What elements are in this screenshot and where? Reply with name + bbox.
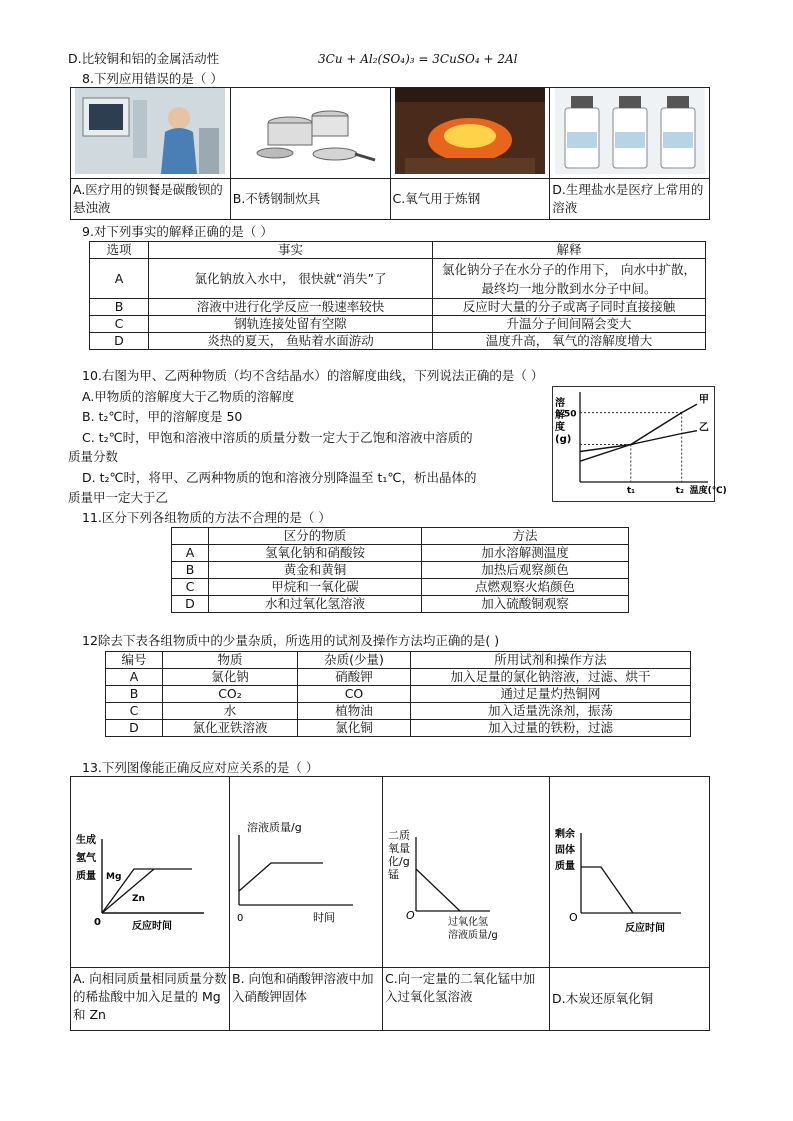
graph-d-ylabel-1: 剩余 bbox=[554, 829, 575, 840]
q13-option-c: C.向一定量的二氧化锰中加入过氧化氢溶液 bbox=[383, 968, 550, 1031]
q9-row-b-explain: 反应时大量的分子或离子同时直接接触 bbox=[433, 299, 706, 316]
graph-a-origin: 0 bbox=[94, 917, 101, 928]
graph-c-ylabel-1: 二质 bbox=[388, 829, 410, 842]
sol-xtick-t1: t₁ bbox=[626, 486, 636, 496]
cookware-photo-icon bbox=[235, 88, 385, 174]
graph-b-svg bbox=[231, 777, 381, 963]
graph-b-origin: 0 bbox=[237, 913, 244, 924]
q8-image-c bbox=[390, 88, 550, 179]
graph-d-svg bbox=[551, 777, 709, 963]
graph-a-svg bbox=[72, 777, 228, 963]
q12-header-id: 编号 bbox=[106, 652, 163, 669]
q11-row-a-opt: A bbox=[172, 545, 209, 562]
q12-row-b-opt: B bbox=[106, 686, 163, 703]
q12-row-a-method: 加入足量的氯化钠溶液，过滤、烘干 bbox=[411, 669, 691, 686]
q7-equation: 3Cu + Al₂(SO₄)₃ = 3CuSO₄ + 2Al bbox=[318, 52, 518, 66]
q13-graph-d bbox=[550, 777, 710, 968]
sol-ylabel-1: 溶 bbox=[555, 398, 565, 409]
graph-c-ylabel-2: 氧量 bbox=[388, 842, 410, 855]
sol-ytick-50: 50 bbox=[564, 409, 577, 420]
q9-row-b-opt: B bbox=[90, 299, 149, 316]
q12-row-d-method: 加入过量的铁粉，过滤 bbox=[411, 720, 691, 737]
q12-table bbox=[105, 651, 691, 737]
q12-row-b-method: 通过足量灼热铜网 bbox=[411, 686, 691, 703]
q11-row-b-subject: 黄金和黄铜 bbox=[209, 562, 422, 579]
graph-c-xlabel-1: 过氧化氢 bbox=[448, 917, 488, 928]
q10-option-c2: 质量分数 bbox=[68, 449, 119, 464]
q12-header-method: 所用试剂和操作方法 bbox=[411, 652, 691, 669]
graph-b-ylabel: 溶液质量/g bbox=[247, 821, 302, 834]
q9-header-explain: 解释 bbox=[433, 242, 706, 259]
q13-table bbox=[70, 776, 710, 1031]
q12-row-d-sub: 氯化亚铁溶液 bbox=[163, 720, 298, 737]
q9-row-c-explain: 升温分子间间隔会变大 bbox=[433, 316, 706, 333]
q8-option-a: A.医疗用的钡餐是碳酸钡的悬浊液 bbox=[71, 179, 231, 220]
sol-xlabel: 温度(℃) bbox=[689, 486, 727, 496]
solubility-chart bbox=[552, 386, 727, 502]
graph-c-svg bbox=[384, 777, 548, 963]
q9-row-b-fact: 溶液中进行化学反应一般速率较快 bbox=[149, 299, 433, 316]
q10-option-b: B. t₂℃时，甲的溶解度是 50 bbox=[82, 409, 243, 424]
graph-a-ylabel-3: 质量 bbox=[76, 871, 96, 882]
q11-question: 11.区分下列各组物质的方法不合理的是（ ） bbox=[82, 510, 331, 525]
q11-row-c-subject: 甲烷和一氧化碳 bbox=[209, 579, 422, 596]
q11-row-b-method: 加热后观察颜色 bbox=[422, 562, 629, 579]
graph-d-origin: O bbox=[568, 911, 578, 924]
q13-question: 13.下列图像能正确反应对应关系的是（ ） bbox=[82, 760, 319, 775]
graph-d-ylabel-2: 固体 bbox=[554, 845, 575, 856]
q8-image-b bbox=[230, 88, 390, 179]
q12-row-a-opt: A bbox=[106, 669, 163, 686]
q7-option-d: D.比较铜和铝的金属活动性 bbox=[68, 51, 220, 66]
graph-c-ylabel-4: 锰 bbox=[388, 868, 399, 881]
q12-row-d-opt: D bbox=[106, 720, 163, 737]
q13-option-b: B. 向饱和硝酸钾溶液中加入硝酸钾固体 bbox=[230, 968, 383, 1031]
q9-header-fact: 事实 bbox=[149, 242, 433, 259]
sol-xtick-t2: t₂ bbox=[675, 486, 684, 496]
q12-header-impurity: 杂质(少量) bbox=[298, 652, 411, 669]
sol-series-label-0: 甲 bbox=[698, 394, 709, 406]
q11-row-b-opt: B bbox=[172, 562, 209, 579]
q11-row-d-opt: D bbox=[172, 596, 209, 613]
q12-row-c-imp: 植物油 bbox=[298, 703, 411, 720]
q11-table bbox=[171, 527, 629, 613]
q11-header-method: 方法 bbox=[422, 528, 629, 545]
q13-graph-a bbox=[71, 777, 230, 968]
q10-option-d1: D. t₂℃时，将甲、乙两种物质的饱和溶液分别降温至 t₁℃，析出晶体的 bbox=[82, 470, 477, 485]
q11-header-blank bbox=[172, 528, 209, 545]
q12-row-d-imp: 氯化铜 bbox=[298, 720, 411, 737]
q11-row-d-method: 加入硫酸铜观察 bbox=[422, 596, 629, 613]
q8-image-a bbox=[71, 88, 231, 179]
sol-ylabel-4: (g) bbox=[555, 434, 572, 445]
q9-row-a-fact: 氯化钠放入水中， 很快就“消失”了 bbox=[149, 259, 433, 299]
q13-graph-c bbox=[383, 777, 550, 968]
graph-b-line bbox=[239, 863, 323, 891]
sol-series-label-1: 乙 bbox=[698, 422, 709, 434]
q10-question: 10.右图为甲、乙两种物质（均不含结晶水）的溶解度曲线，下列说法正确的是（ ） bbox=[82, 368, 544, 383]
q12-question: 12除去下表各组物质中的少量杂质，所选用的试剂及操作方法均正确的是( ) bbox=[82, 633, 500, 648]
graph-d-xlabel: 反应时间 bbox=[624, 923, 665, 934]
q8-option-b: B.不锈钢制炊具 bbox=[230, 179, 390, 220]
q11-header-subject: 区分的物质 bbox=[209, 528, 422, 545]
q12-row-c-opt: C bbox=[106, 703, 163, 720]
q12-row-b-sub: CO₂ bbox=[163, 686, 298, 703]
q13-graph-b bbox=[230, 777, 383, 968]
q9-row-d-fact: 炎热的夏天， 鱼贴着水面游动 bbox=[149, 333, 433, 350]
q11-row-c-method: 点燃观察火焰颜色 bbox=[422, 579, 629, 596]
graph-d-line bbox=[581, 867, 633, 913]
q8-table bbox=[70, 87, 710, 220]
q9-row-d-opt: D bbox=[90, 333, 149, 350]
saline-bottles-icon bbox=[555, 88, 705, 174]
q9-row-a-opt: A bbox=[90, 259, 149, 299]
q12-row-b-imp: CO bbox=[298, 686, 411, 703]
graph-c-xlabel-2: 溶液质量/g bbox=[448, 930, 498, 941]
q8-option-d: D.生理盐水是医疗上常用的溶液 bbox=[550, 179, 710, 220]
graph-c-ylabel-3: 化/g bbox=[388, 855, 410, 868]
graph-a-ylabel-1: 生成 bbox=[76, 835, 96, 846]
q9-row-a-explain: 氯化钠分子在水分子的作用下， 向水中扩散， 最终均一地分散到水分子中间。 bbox=[433, 259, 706, 299]
q11-row-c-opt: C bbox=[172, 579, 209, 596]
q9-row-c-opt: C bbox=[90, 316, 149, 333]
q11-row-d-subject: 水和过氧化氢溶液 bbox=[209, 596, 422, 613]
q10-option-a: A.甲物质的溶解度大于乙物质的溶解度 bbox=[82, 389, 295, 404]
graph-b-xlabel: 时间 bbox=[313, 911, 335, 924]
q13-option-a: A. 向相同质量相同质量分数的稀盐酸中加入足量的 Mg 和 Zn bbox=[71, 968, 230, 1031]
q12-row-c-method: 加入适量洗涤剂，振荡 bbox=[411, 703, 691, 720]
q12-row-a-sub: 氯化钠 bbox=[163, 669, 298, 686]
graph-c-line bbox=[416, 869, 460, 911]
q9-row-d-explain: 温度升高， 氧气的溶解度增大 bbox=[433, 333, 706, 350]
q12-row-a-imp: 硝酸钾 bbox=[298, 669, 411, 686]
q8-question: 8.下列应用错误的是（ ） bbox=[82, 71, 223, 86]
q13-option-d: D.木炭还原氧化铜 bbox=[550, 968, 710, 1031]
graph-d-ylabel-3: 质量 bbox=[554, 861, 575, 872]
q9-header-option: 选项 bbox=[90, 242, 149, 259]
q12-row-c-sub: 水 bbox=[163, 703, 298, 720]
q11-row-a-method: 加水溶解测温度 bbox=[422, 545, 629, 562]
graph-c-origin: O bbox=[406, 909, 415, 922]
graph-a-label-zn: Zn bbox=[132, 894, 145, 904]
graph-a-xlabel: 反应时间 bbox=[132, 921, 172, 932]
graph-a-label-mg: Mg bbox=[106, 872, 122, 882]
q11-row-a-subject: 氢氧化钠和硝酸铵 bbox=[209, 545, 422, 562]
steelmaking-photo-icon bbox=[395, 88, 545, 174]
q9-row-c-fact: 钢轨连接处留有空隙 bbox=[149, 316, 433, 333]
sol-ylabel-3: 度 bbox=[555, 422, 565, 433]
q10-option-c1: C. t₂℃时，甲饱和溶液中溶质的质量分数一定大于乙饱和溶液中溶质的 bbox=[82, 430, 473, 445]
q12-header-substance: 物质 bbox=[163, 652, 298, 669]
xray-photo-icon bbox=[75, 88, 225, 174]
q8-option-c: C.氧气用于炼钢 bbox=[390, 179, 550, 220]
q9-table bbox=[89, 241, 706, 350]
sol-ylabel-2: 解 bbox=[555, 410, 565, 421]
q9-question: 9.对下列事实的解释正确的是（ ） bbox=[82, 224, 273, 239]
graph-a-ylabel-2: 氢气 bbox=[76, 853, 96, 864]
q10-option-d2: 质量甲一定大于乙 bbox=[68, 490, 169, 505]
q8-image-d bbox=[550, 88, 710, 179]
